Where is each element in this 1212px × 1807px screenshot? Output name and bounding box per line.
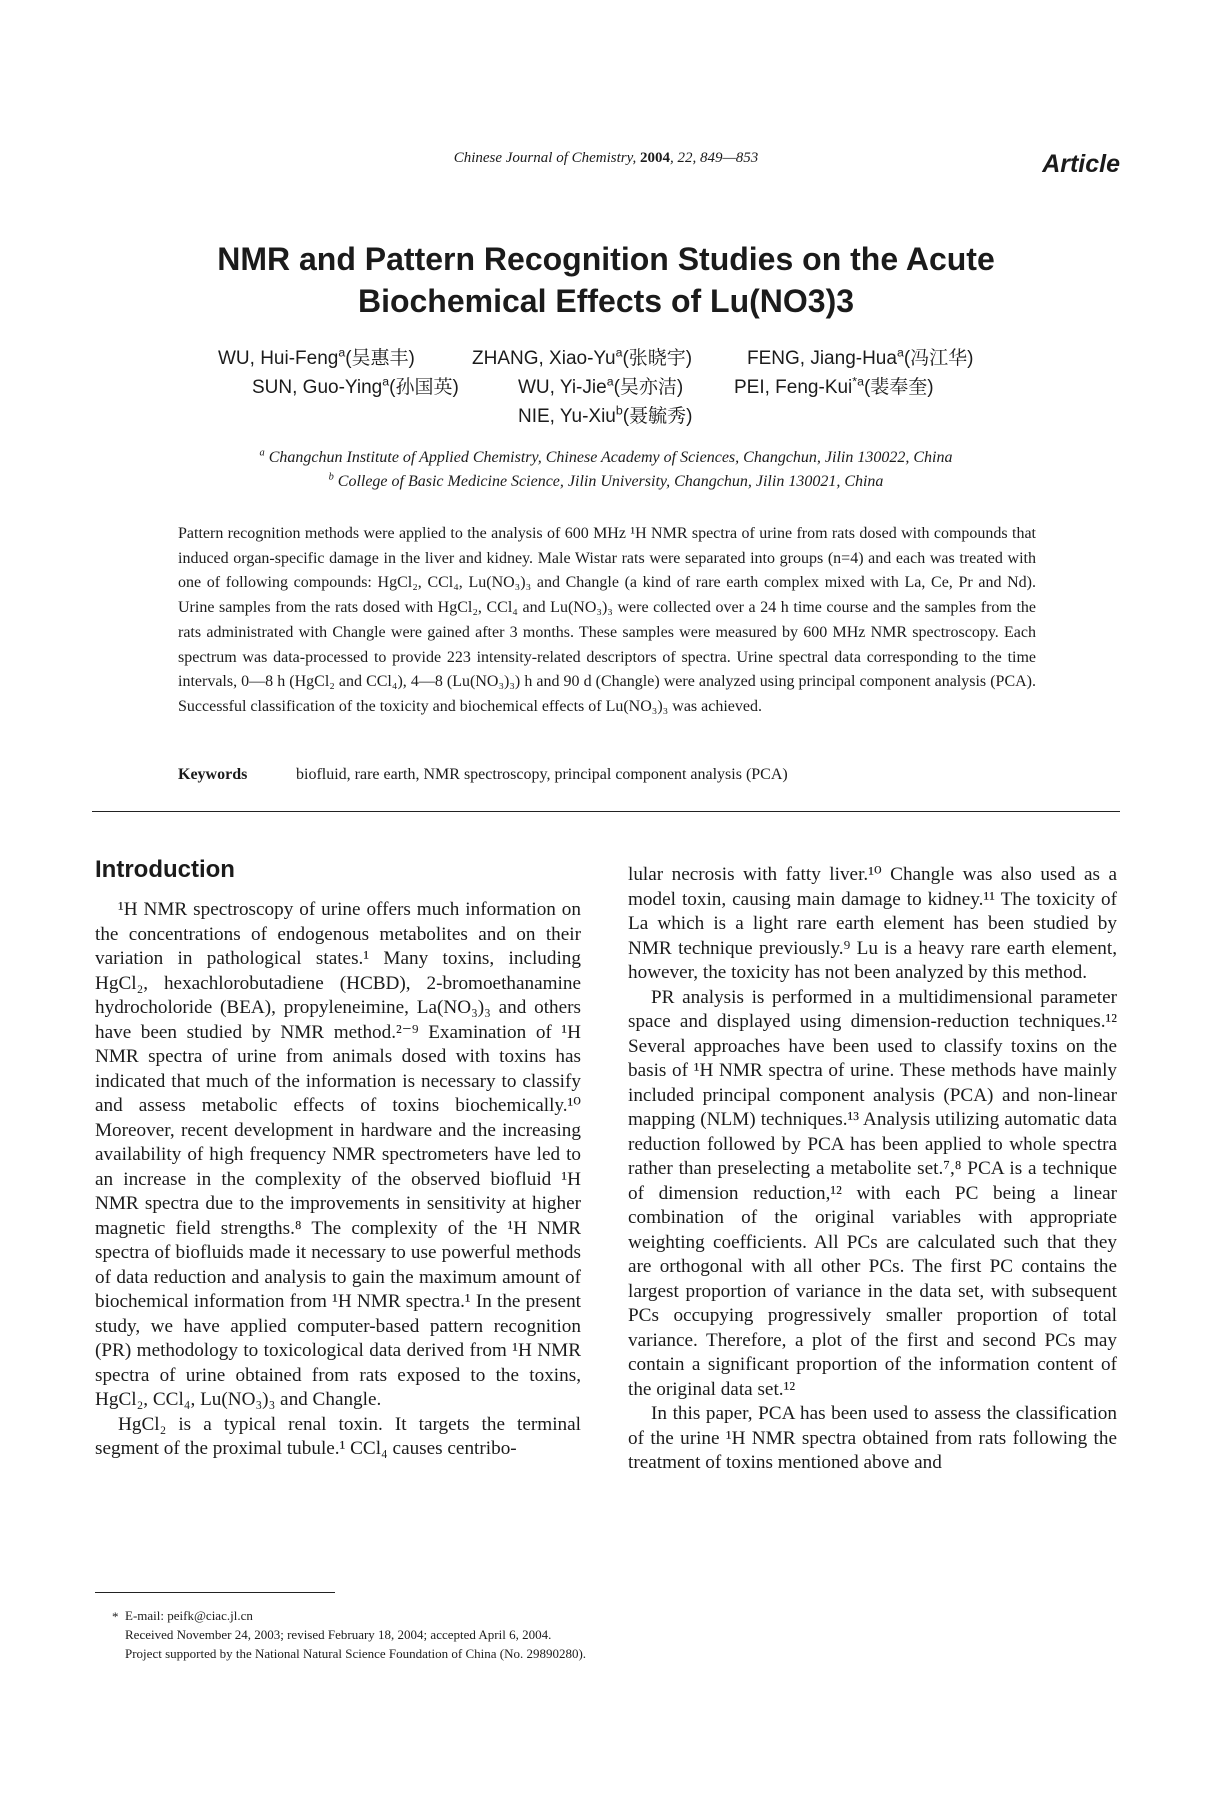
footnote-divider: [95, 1592, 335, 1593]
author-mark: a: [615, 345, 623, 360]
paragraph: HgCl₂ is a typical renal toxin. It targets the terminal segment of the proximal tubule.¹ CCl₄ causes centribo-: [95, 1413, 581, 1459]
body-column-left: [95, 898, 581, 1462]
author: [252, 372, 459, 399]
journal-volume-pages: 22, 849—853: [677, 150, 759, 166]
author-name: PEI, Feng-Kui: [734, 377, 853, 398]
journal-name: Chinese Journal of Chemistry,: [453, 150, 637, 166]
author-chinese-name: (聂毓秀): [622, 406, 693, 427]
article-type-label: Article: [1042, 150, 1120, 178]
footnote-email: E-mail: peifk@ciac.jl.cn: [125, 1608, 253, 1623]
author: [472, 343, 692, 370]
author: [218, 343, 415, 370]
author-chinese-name: (吴亦洁): [613, 377, 684, 398]
author-name: FENG, Jiang-Hua: [747, 348, 897, 369]
title-line-1: NMR and Pattern Recognition Studies on the Acute: [217, 241, 995, 277]
keywords-text: biofluid, rare earth, NMR spectroscopy, principal component analysis (PCA): [296, 766, 788, 783]
author: [518, 372, 683, 399]
keywords-label: Keywords: [178, 766, 248, 783]
author-name: ZHANG, Xiao-Yu: [472, 348, 616, 369]
affiliation-mark: b: [328, 471, 334, 483]
author: [518, 401, 692, 428]
author-name: WU, Hui-Feng: [218, 348, 339, 369]
footnotes: [112, 1606, 587, 1663]
author-name: NIE, Yu-Xiu: [518, 406, 616, 427]
author-name: WU, Yi-Jie: [518, 377, 607, 398]
abstract: Pattern recognition methods were applied to the analysis of 600 MHz ¹H NMR spectra of urine from rats dosed with compounds that induced organ-specific damage in the liver and kidney. Male Wistar rats were separated into groups (n=4) and each was treated with one of following compounds: HgCl₂, CCl₄, Lu(NO₃)₃ and Changle (a kind of rare earth complex mixed with La, Ce, Pr and Nd). Urine samples from the rats dosed with HgCl₂, CCl₄ and Lu(NO₃)₃ were collected over a 24 h time course and the samples from the rats administrated with Changle were gained after 3 months. These samples were measured by 600 MHz NMR spectroscopy. Each spectrum was data-processed to provide 223 intensity-related descriptors of spectra. Urine spectral data corresponding to the time intervals, 0—8 h (HgCl₂ and CCl₄), 4—8 (Lu(NO₃)₃) h and 90 d (Changle) were analyzed using principal component analysis (PCA). Successful classification of the toxicity and biochemical effects of Lu(NO₃)₃ was achieved.: [178, 525, 1036, 715]
author: [734, 372, 934, 399]
author-mark: a: [338, 345, 346, 360]
section-divider: [92, 811, 1120, 812]
corresponding-author-mark: *: [112, 1609, 119, 1624]
body-column-right: [628, 863, 1117, 1476]
footnote-project: Project supported by the National Natural Science Foundation of China (No. 29890280).: [125, 1646, 587, 1661]
section-heading: Introduction: [95, 856, 235, 883]
affiliation: [0, 473, 1212, 491]
author-chinese-name: (张晓宇): [622, 348, 693, 369]
author-mark: *a: [852, 374, 864, 389]
author-mark: b: [615, 403, 623, 418]
paragraph: PR analysis is performed in a multidimensional parameter space and displayed using dimension-reduction techniques.¹² Several approaches have been used to classify toxins on the basis of ¹H NMR spectra of urine. These methods have mainly included principal component analysis (PCA) and non-linear mapping (NLM) techniques.¹³ Analysis utilizing automatic data reduction followed by PCA has been applied to whole spectra rather than preselecting a metabolite set.⁷,⁸ PCA is a technique of dimension reduction,¹² with each PC being a linear combination of the original variables with appropriate weighting coefficients. All PCs are calculated such that they are orthogonal with all other PCs. The first PC contains the largest proportion of variance in the data set, with subsequent PCs occupying progressively smaller proportion of total variance. Therefore, a plot of the first and second PCs may contain a significant proportion of the information content of the original data set.¹²: [628, 986, 1117, 1400]
paper-title: [0, 238, 1212, 322]
paragraph: ¹H NMR spectroscopy of urine offers much information on the concentrations of endogenous metabolites and on their variation in pathological states.¹ Many toxins, including HgCl₂, hexachlorobutadiene (HCBD), 2-bromoethanamine hydrocholoride (BEA), propyleneimine, La(NO₃)₃ and others have been studied by NMR method.²⁻⁹ Examination of ¹H NMR spectra of urine from animals dosed with toxins has indicated that much of the information is necessary to classify and assess metabolic effects of toxins biochemically.¹⁰ Moreover, recent development in hardware and the increasing availability of high frequency NMR spectrometers have led to an increase in the complexity of the observed biofluid ¹H NMR spectra due to the improvements in sensitivity at higher magnetic field strengths.⁸ The complexity of the ¹H NMR spectra of biofluids made it necessary to use powerful methods of data reduction and analysis to gain the maximum amount of biochemical information from ¹H NMR spectra.¹ In the present study, we have applied computer-based pattern recognition (PR) methodology to toxicological data derived from ¹H NMR spectra of urine obtained from rats exposed to the toxins, HgCl₂, CCl₄, Lu(NO₃)₃ and Changle.: [95, 899, 581, 1410]
title-line-2: Biochemical Effects of Lu(NO3)3: [357, 283, 855, 319]
affiliation-mark: a: [259, 447, 265, 459]
author-mark: a: [896, 345, 904, 360]
paragraph: lular necrosis with fatty liver.¹⁰ Changle was also used as a model toxin, causing main damage to kidney.¹¹ The toxicity of La which is a light rare earth element has been studied by NMR technique previously.⁹ Lu is a heavy rare earth element, however, the toxicity has not been analyzed by this method.: [628, 864, 1117, 983]
author-chinese-name: (裴奉奎): [863, 377, 934, 398]
running-header: Chinese Journal of Chemistry, 2004, 22, 849—853: [453, 150, 759, 166]
affiliation-text: Changchun Institute of Applied Chemistry, Chinese Academy of Sciences, Changchun, Jilin 130022, China: [268, 449, 953, 466]
author-chinese-name: (孙国英): [389, 377, 459, 398]
paragraph: In this paper, PCA has been used to assess the classification of the urine ¹H NMR spectra obtained from rats following the treatment of toxins mentioned above and: [628, 1403, 1117, 1473]
author-chinese-name: (冯江华): [903, 348, 974, 369]
author-mark: a: [606, 374, 614, 389]
author-mark: a: [382, 374, 390, 389]
journal-year: 2004: [639, 150, 670, 166]
author-chinese-name: (吴惠丰): [345, 348, 415, 369]
author-name: SUN, Guo-Ying: [252, 377, 383, 398]
footnote-received: Received November 24, 2003; revised February 18, 2004; accepted April 6, 2004.: [125, 1627, 552, 1642]
author: [747, 343, 973, 370]
affiliation: [0, 449, 1212, 467]
affiliation-text: College of Basic Medicine Science, Jilin University, Changchun, Jilin 130021, China: [337, 473, 884, 490]
